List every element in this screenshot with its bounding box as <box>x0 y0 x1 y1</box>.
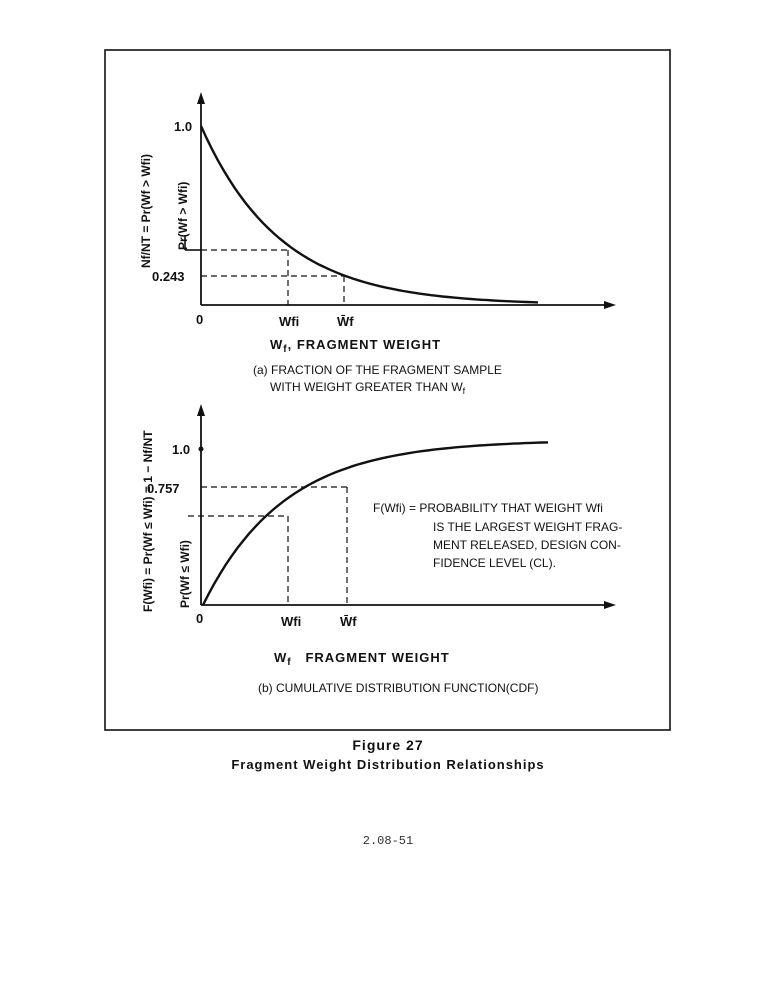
panel-a-origin-label: 0 <box>196 312 204 327</box>
panel-a-x-axis-title: $W_f$, FRAGMENT WEIGHT <box>270 337 442 355</box>
panel-a-caption-line1: (a) FRACTION OF THE FRAGMENT SAMPLE <box>253 363 502 377</box>
panel-a-x-arrow <box>604 301 616 309</box>
panel-a-ytick-1: 1.0 <box>174 119 193 134</box>
panel-b-annotation-line3: MENT RELEASED, DESIGN CON- <box>433 538 621 552</box>
panel-a-ytick-0243: 0.243 <box>152 269 185 284</box>
panel-b-annotation-line2: IS THE LARGEST WEIGHT FRAG- <box>433 520 623 534</box>
panel-b-ytick-0757: 0.757 <box>147 481 180 496</box>
panel-b-ytick-1: 1.0 <box>172 442 191 457</box>
panel-b-annotation-line4: FIDENCE LEVEL (CL). <box>433 556 556 570</box>
panel-a-y-axis-title: Nf/NT = Pr(Wf > Wfi) <box>139 154 153 268</box>
panel-a-y-axis-inner-label: Pr(Wf > Wfi) <box>176 181 190 250</box>
panel-b-y-axis-title: F(Wfi) = Pr(Wf ≤ Wfi) = 1 − Nf/NT <box>141 430 155 612</box>
figure-number: Figure 27 <box>352 737 424 753</box>
panel-b-xtick-wfi: Wfi <box>281 614 302 629</box>
panel-b-annotation-line1: F(Wfi) = PROBABILITY THAT WEIGHT Wfi <box>373 501 603 515</box>
panel-b-caption: (b) CUMULATIVE DISTRIBUTION FUNCTION(CDF) <box>258 681 539 695</box>
panel-b-y-axis-inner-label: Pr(Wf ≤ Wfi) <box>178 540 192 608</box>
panel-b-x-axis-title: $W_f$ FRAGMENT WEIGHT <box>274 650 450 668</box>
panel-b-xtick-wbar: W̄f <box>340 614 357 629</box>
panel-a-y-arrow <box>197 92 205 104</box>
page-number: 2.08-51 <box>362 834 414 848</box>
panel-b-origin-label: 0 <box>196 611 204 626</box>
panel-b-y-arrow <box>197 404 205 416</box>
panel-b-ytick-1-dot <box>199 447 204 452</box>
panel-b <box>141 404 622 695</box>
figure-caption: Fragment Weight Distribution Relationships <box>231 757 545 772</box>
panel-a-xtick-wfi: Wfi <box>279 314 300 329</box>
panel-b-x-arrow <box>604 601 616 609</box>
panel-a-xtick-wbar: W̄f <box>337 314 354 329</box>
panel-a <box>139 92 616 396</box>
panel-a-caption-line2: WITH WEIGHT GREATER THAN $W_f$ <box>270 380 466 396</box>
